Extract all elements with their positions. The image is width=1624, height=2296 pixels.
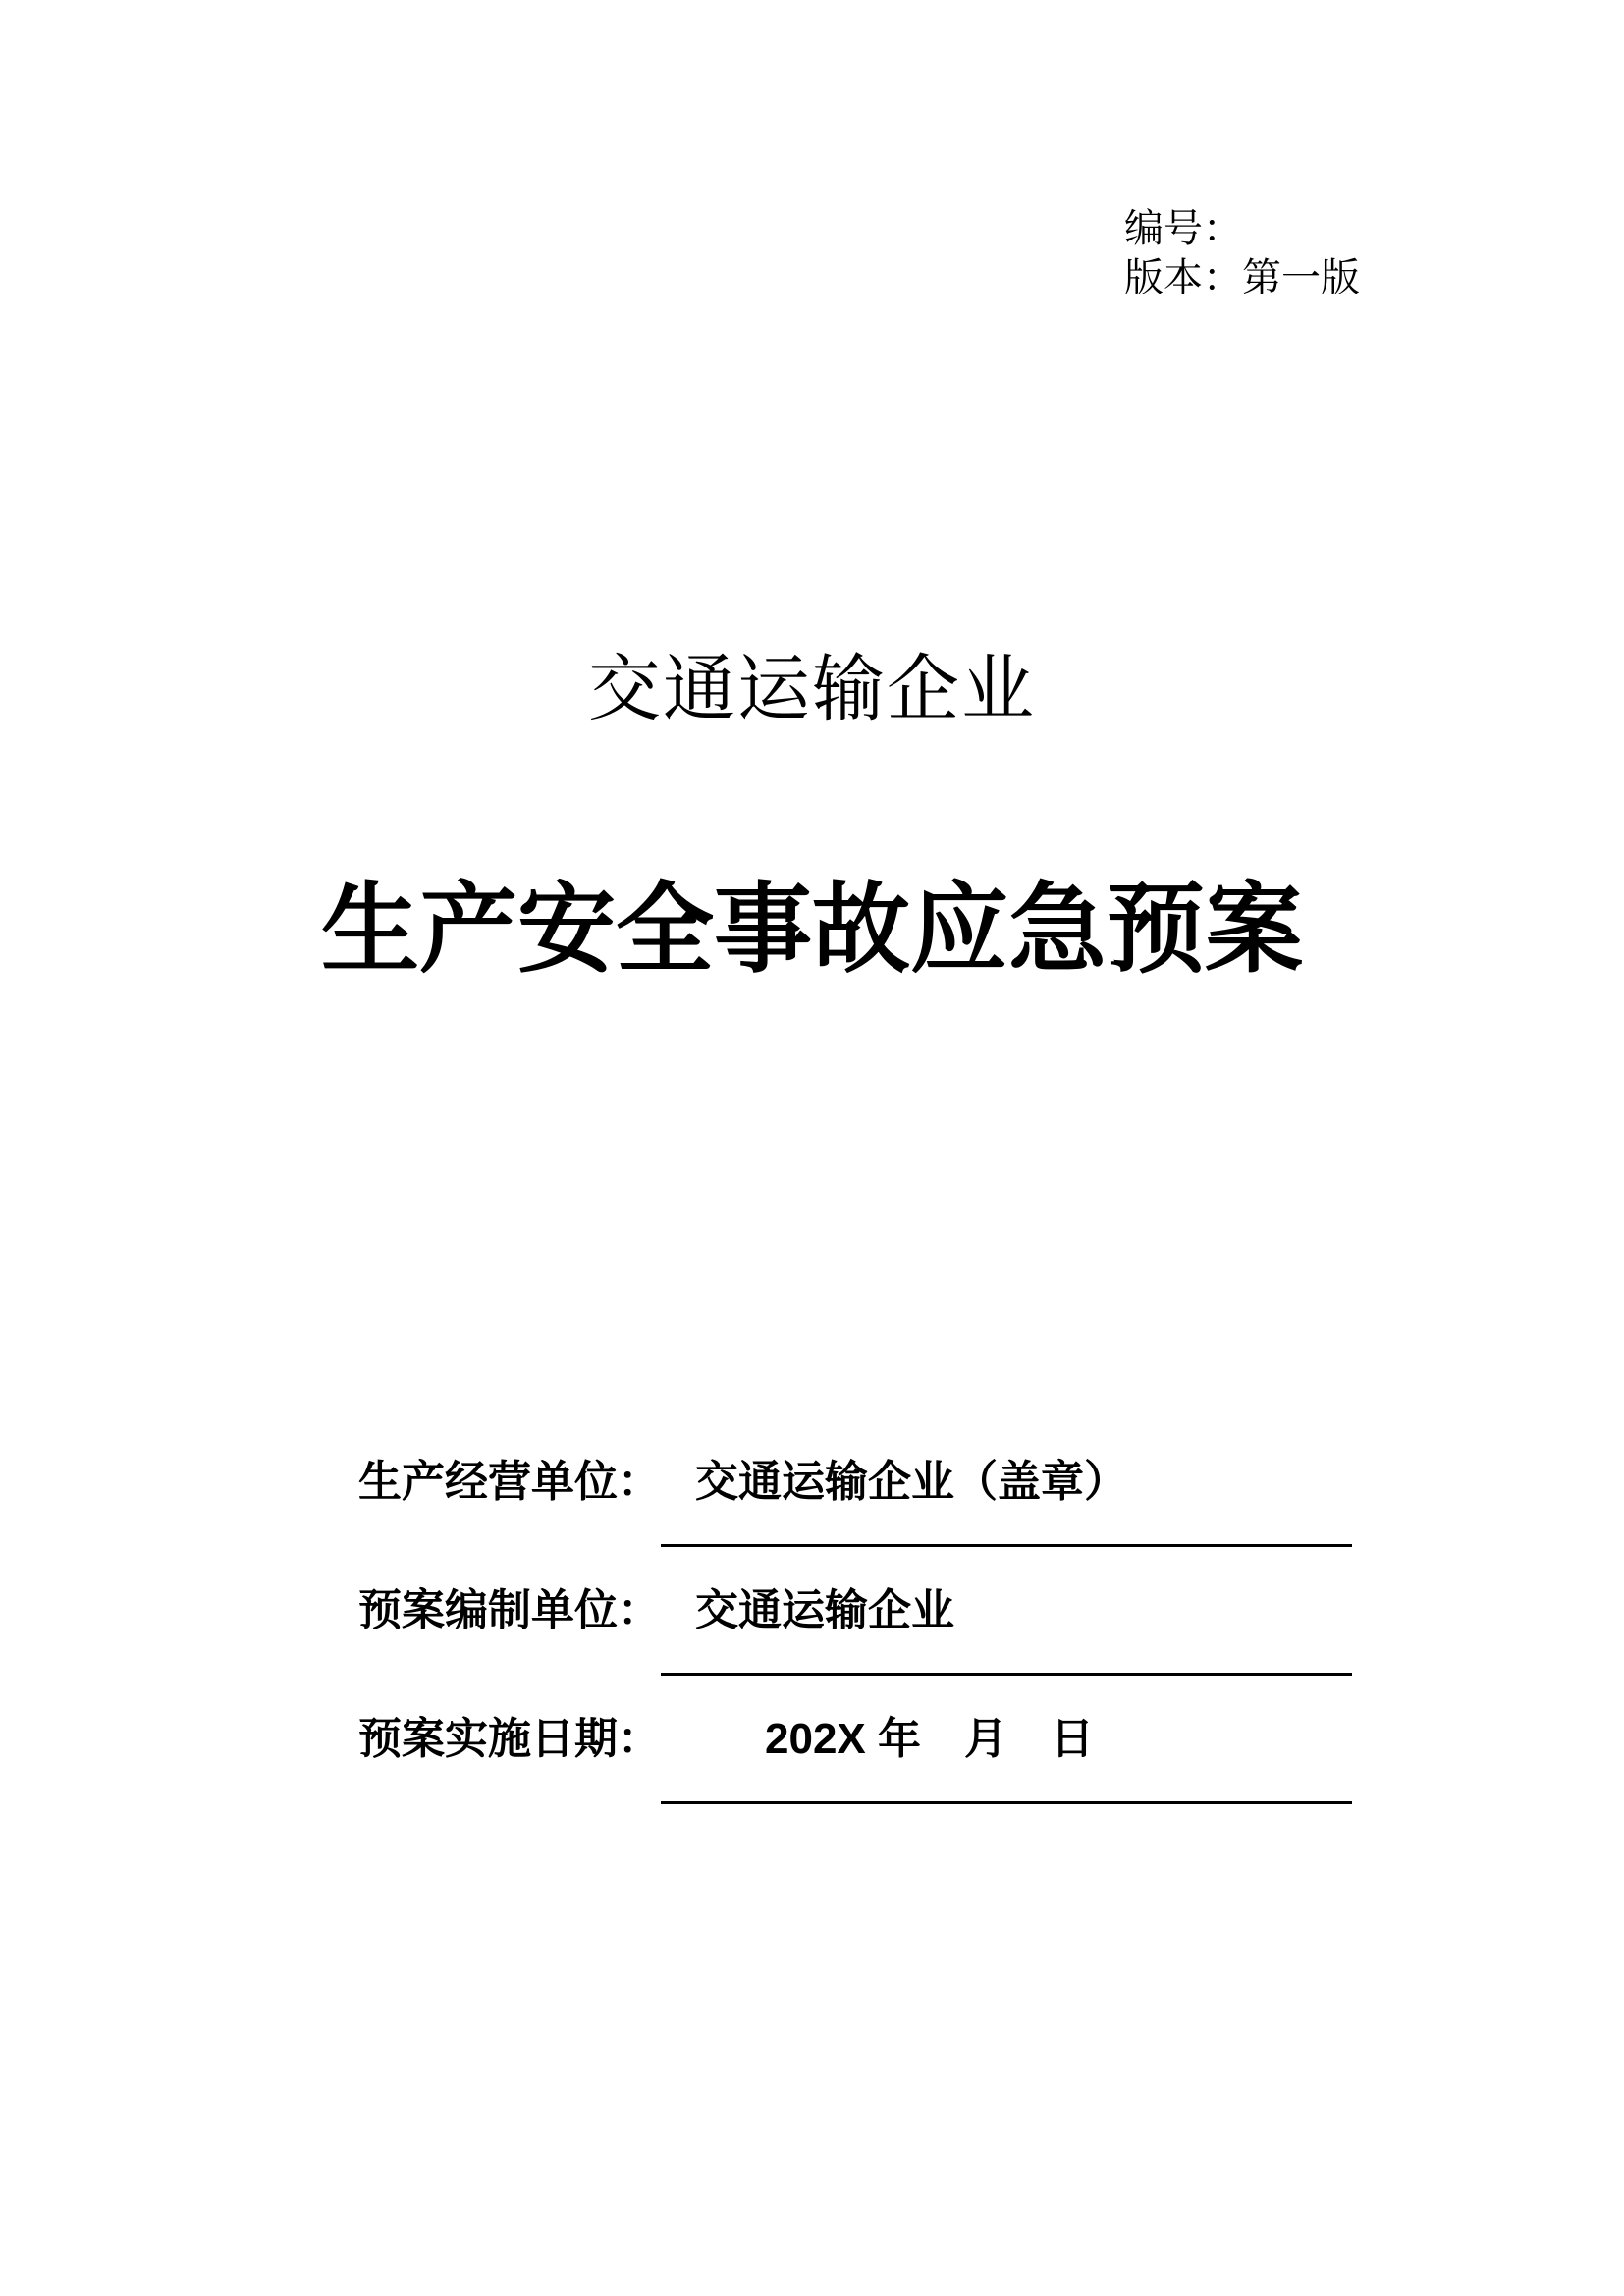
doc-version-line: 版本：第一版 <box>1124 256 1360 299</box>
field-label-plan-author-unit: 预案编制单位： <box>358 1586 661 1634</box>
field-value-operating-unit: 交通运输企业（盖章） <box>695 1458 1127 1506</box>
field-label-implementation-date: 预案实施日期： <box>358 1715 661 1763</box>
field-value-implementation-date: 202X 年 月 日 <box>765 1715 1094 1763</box>
signature-line-implementation-date <box>661 1801 1352 1804</box>
doc-number-line: 编号： <box>1124 207 1242 250</box>
document-title: 生产安全事故应急预案 <box>321 875 1303 985</box>
field-value-plan-author-unit: 交通运输企业 <box>695 1586 954 1634</box>
field-label-operating-unit: 生产经营单位： <box>358 1458 661 1506</box>
doc-meta-block <box>1124 204 1360 302</box>
company-name-subtitle: 交通运输企业 <box>588 648 1036 729</box>
signature-line-plan-author-unit <box>661 1673 1352 1676</box>
signature-line-operating-unit <box>661 1544 1352 1547</box>
